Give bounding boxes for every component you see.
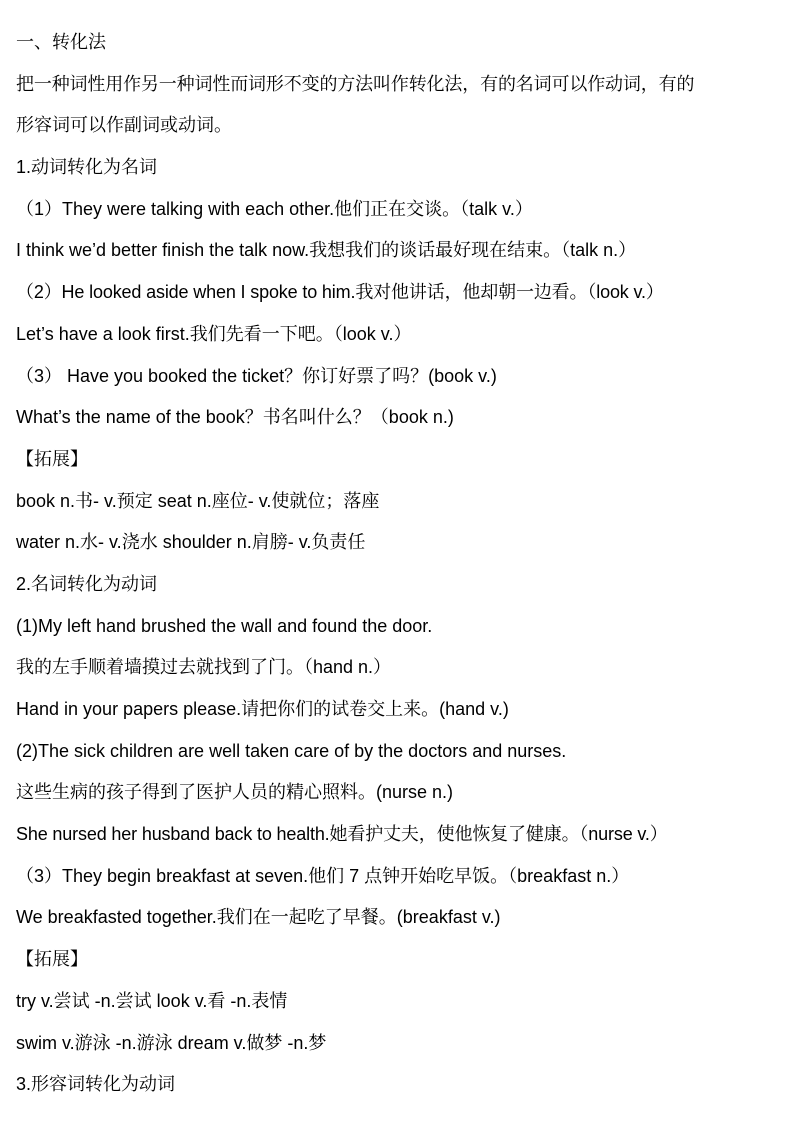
example-line: （1）They were talking with each other.他们正在交谈。（talk v.） xyxy=(16,198,533,219)
subsection-heading: 2.名词转化为动词 xyxy=(16,573,158,594)
example-line: I think we’d better finish the talk now.我想我们的谈话最好现在结束。（talk n.） xyxy=(16,240,637,261)
subsection-heading: 1.动词转化为名词 xyxy=(16,157,158,178)
example-line: 这些生病的孩子得到了医护人员的精心照料。(nurse n.) xyxy=(16,782,454,803)
expansion-heading: 【拓展】 xyxy=(16,448,88,469)
example-line: (1)My left hand brushed the wall and found the door. xyxy=(16,615,433,636)
example-line: She nursed her husband back to health.她看护丈夫，使他恢复了健康。（nurse v.） xyxy=(16,824,668,845)
expansion-line: book n.书- v.预定 seat n.座位- v.使就位；落座 xyxy=(16,490,380,511)
example-line: What’s the name of the book？书名叫什么？（book n.) xyxy=(16,407,454,428)
paragraph-line: 把一种词性用作另一种词性而词形不变的方法叫作转化法，有的名词可以作动词，有的 xyxy=(16,73,695,94)
section-heading: 一、转化法 xyxy=(16,32,106,52)
example-line: （3）They begin breakfast at seven.他们 7 点钟开始吃早饭。（breakfast n.） xyxy=(16,865,630,886)
expansion-line: swim v.游泳 -n.游泳 dream v.做梦 -n.梦 xyxy=(16,1032,327,1053)
expansion-line: water n.水- v.浇水 shoulder n.肩膀- v.负责任 xyxy=(16,532,366,553)
expansion-heading: 【拓展】 xyxy=(16,949,88,970)
subsection-heading: 3.形容词转化为动词 xyxy=(16,1074,176,1095)
example-line: We breakfasted together.我们在一起吃了早餐。(breakfast v.) xyxy=(16,907,501,928)
example-line: 我的左手顺着墙摸过去就找到了门。（hand n.） xyxy=(16,657,392,678)
expansion-line: try v.尝试 -n.尝试 look v.看 -n.表情 xyxy=(16,990,288,1011)
example-line: (2)The sick children are well taken care of by the doctors and nurses. xyxy=(16,740,567,761)
example-line: Hand in your papers please.请把你们的试卷交上来。(hand v.) xyxy=(16,699,509,719)
example-line: （3） Have you booked the ticket？你订好票了吗？(book v.) xyxy=(16,365,497,386)
example-line: Let’s have a look first.我们先看一下吧。（look v.） xyxy=(16,323,412,344)
example-line: （2）He looked aside when I spoke to him.我对他讲话，他却朝一边看。（look v.） xyxy=(16,282,664,303)
paragraph-line: 形容词可以作副词或动词。 xyxy=(16,115,232,136)
